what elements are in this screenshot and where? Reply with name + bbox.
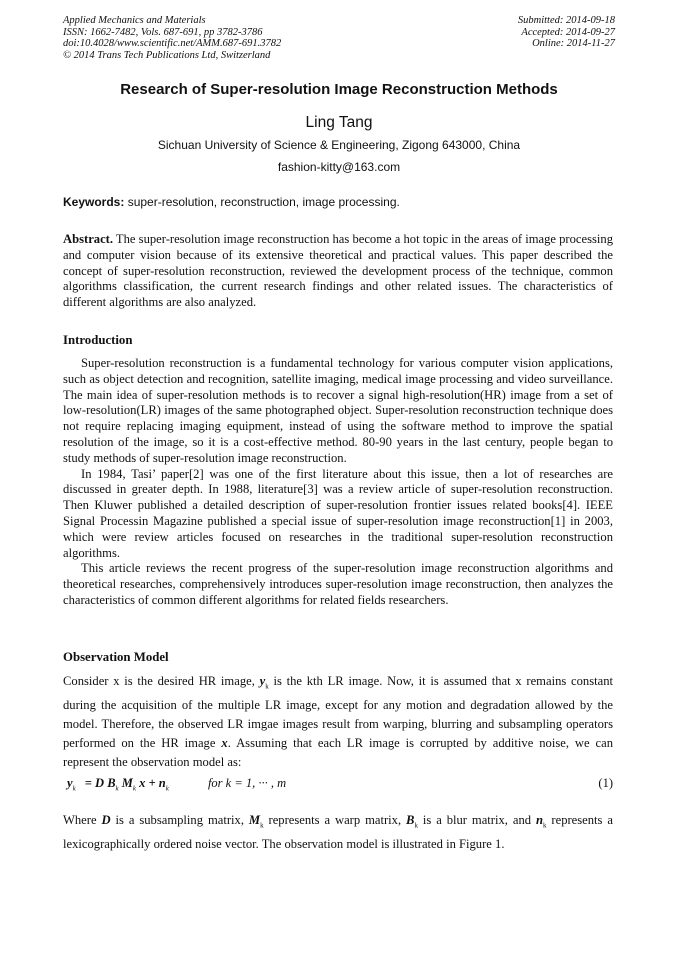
text: is a subsampling matrix, [110,813,249,827]
paragraph: In 1984, Tasi’ paper[2] was one of the first literature about this issue, then a lot of researches are discussed in greater depth. In 1988, literature[3] was a review article of super-resolution reconstruction. Then Kluwer published a detailed description of super-resolution frontier issues related books[4]. IEEE Signal Processin Magazine published a special issue of super-resolution image reconstruction[1] in 2003, which were review articles focused on researches in the traditional super-resolution reconstruction algorithms. [63,466,613,560]
text: is a blur matrix, and [417,813,536,827]
observation-heading: Observation Model [63,650,169,664]
introduction-body [63,356,613,609]
var-x: x [221,735,228,750]
text: . Assuming that each LR image is corrupted by additive noise, we can represent the observation model as: [63,735,613,769]
eq-lhs: y [67,776,73,790]
subscript: k [265,682,269,691]
text: is the kth LR image. Now, it is assumed that x remains constant during the acquisition of the multiple LR image, except for any motion and degradation allowed by the model. Therefore, the observed LR imgae images result from warping, blurring and subsampling operators performed on the HR image [63,674,613,750]
eq-sub: k [72,784,76,793]
keywords-text: super-resolution, reconstruction, image processing. [124,195,400,209]
subscript: k [542,821,547,830]
paragraph: Super-resolution reconstruction is a fundamental technology for various computer vision applications, such as object detection and recognition, satellite imaging, medical image processing and video surveillance. The main idea of super-resolution methods is to recover a signal high-resolution(HR) image from a set of low-resolution(LR) images of the same photographed object. Super-resolution reconstruction technique does not require replacing imaging equipment, instead of using the software method to improve the spatial resolution of the image, so it is a cost-effective method. 80-90 years in the last century, people began to study methods of super-resolution image reconstruction. [63,356,613,465]
online-date: Online: 2014-11-27 [532,38,615,49]
eq-sub: k [165,784,169,793]
observation-paragraph [63,672,613,772]
eq-x: x + n [136,776,166,790]
subscript: k [260,821,264,830]
text: Where [63,813,102,827]
text: represents a warp matrix, [263,813,407,827]
var-D: D [101,813,111,827]
var-B: B [406,813,415,827]
equation-1 [67,776,613,793]
var-n: n [535,813,543,827]
submitted-date: Submitted: 2014-09-18 [517,15,615,26]
var-y: y [259,674,266,688]
subscript: k [414,821,418,830]
issn: ISSN: 1662-7482, Vols. 687-691, pp 3782-3786 [63,26,263,38]
equation-number: (1) [598,776,613,790]
eq-sub: k [115,784,119,793]
abstract [63,232,613,311]
eq-m: M [118,776,133,790]
keywords [63,195,400,209]
eq-sub: k [132,784,137,793]
journal-header-right [518,15,615,50]
journal-name: Applied Mechanics and Materials [63,15,206,26]
keywords-label: Keywords: [63,195,125,209]
text: represents a lexicographically ordered noise vector. The observation model is illustrated in Figure 1. [63,813,613,852]
eq-rhs: = D B [84,776,116,790]
copyright: © 2014 Trans Tech Publications Ltd, Switzerland [63,49,271,61]
text: Consider x is the desired HR image, [63,674,260,688]
eq-condition: for k = 1, ··· , m [207,776,287,790]
observation-paragraph-2 [63,811,613,854]
email: fashion-kitty@163.com [277,160,401,174]
introduction-heading: Introduction [63,333,133,347]
paper-title: Research of Super-resolution Image Reconstruction Methods [120,81,558,98]
var-M: M [248,813,261,827]
abstract-text: The super-resolution image reconstruction has become a hot topic in the areas of image processing and computer vision because of its extensive theoretical and practical values. This paper described the concept of super-resolution reconstruction, reviewed the development process of the technique, common algorithms classification, the current research findings and other related issues. The characteristics of different algorithms are also analyzed. [63,232,613,310]
accepted-date: Accepted: 2014-09-27 [521,26,615,38]
abstract-label: Abstract. [63,232,114,246]
affiliation: Sichuan University of Science & Engineering, Zigong 643000, China [157,138,521,152]
author: Ling Tang [305,114,373,131]
doi: doi:10.4028/www.scientific.net/AMM.687-691.3782 [63,38,282,49]
journal-header-left [63,15,281,61]
paragraph: This article reviews the recent progress of the super-resolution image reconstruction algorithms and theoretical researches, comprehensively introduces super-resolution image reconstruction, then analyzes the characteristics of common different algorithms for related fields researchers. [63,561,613,607]
